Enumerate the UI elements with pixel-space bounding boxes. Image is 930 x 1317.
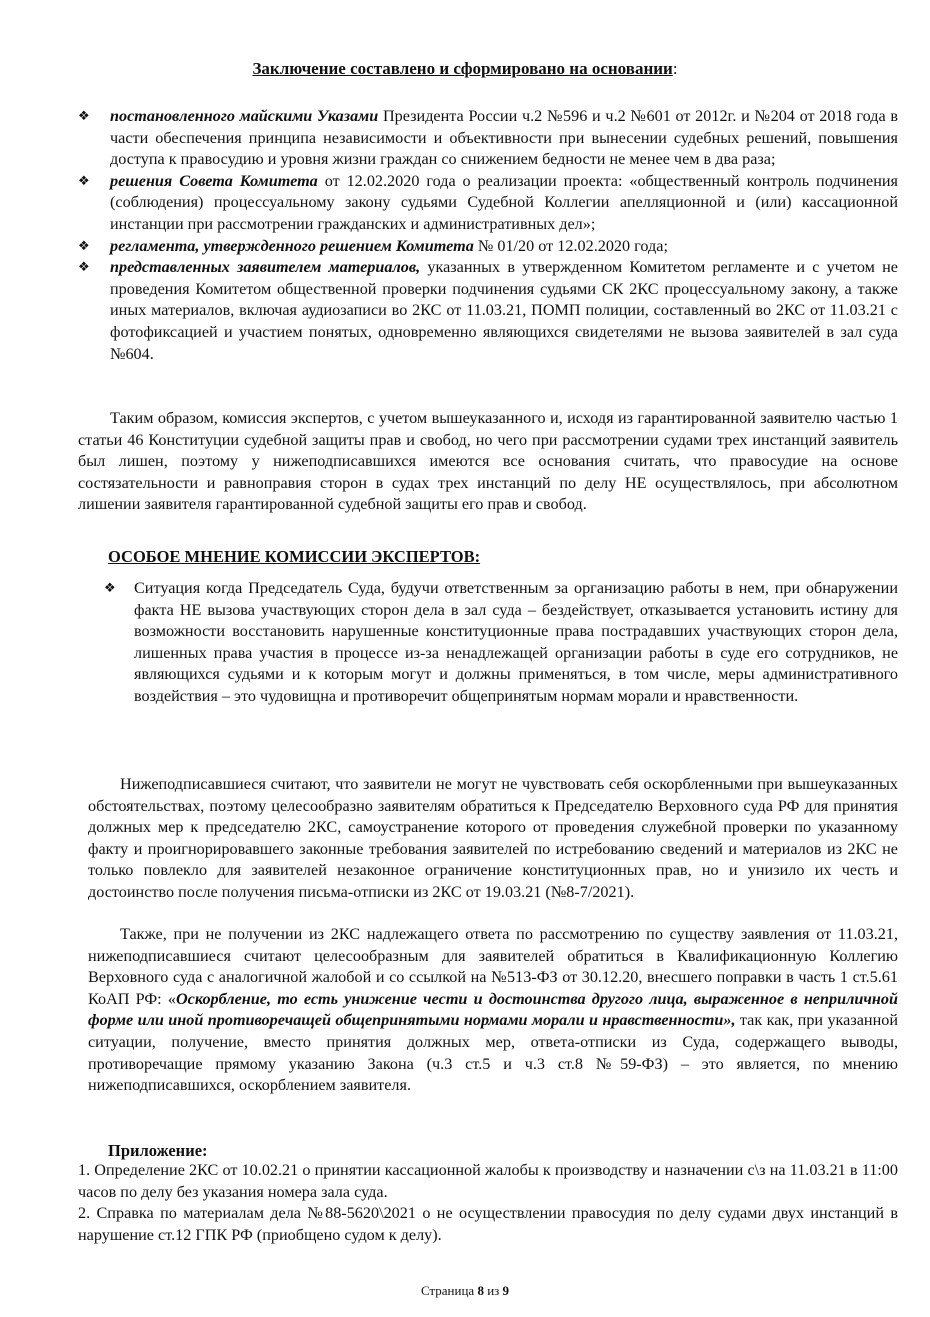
total-pages: 9: [502, 1283, 510, 1298]
qualification-paragraph: [88, 924, 898, 1097]
page-heading: [0, 58, 930, 80]
conclusion-paragraph: Таким образом, комиссия экспертов, с учетом вышеуказанного и, исходя из гарантированной заявителю частью 1 статьи 46 Конституции судебной защиты прав и свобод, но чего при рассмотрении судами трех инстанций заявитель был лишен, поэтому у нижеподписавшихся имеются все основания считать, что правосудие на основе состязательности и равноправия сторон в судах трех инстанций по делу НЕ осуществлялось, при абсолютном лишении заявителя гарантированной судебной защиты его прав и свобод.: [78, 409, 898, 514]
special-opinion-text: Ситуация когда Председатель Суда, будучи ответственным за организацию работы в нем, при обнаружении факта НЕ вызова участвующих сторон дела в зал суда – бездействует, отказывается установить истину для возможности восстановить нарушенные конституционные права пострадавших участвующих сторон дела, лишенных права участия в процессе из-за ненадлежащей организации работы в суде его сотрудников, не являющихся судьями и к которым могут и должны применяться, в том числе, меры административного воздействия – это чудовищна и противоречит общепринятым нормам морали и нравственности.: [134, 579, 898, 705]
basis-item-text: от 12.02.2020 года о реализации проекта: «общественный контроль подчинения (соблюдения) процессуальному закону судьями Судебной Коллегии апелляционной и (или) кассационной инстанции при рассмотрении гражданских и административных дел»;: [110, 171, 898, 233]
appendix-title: Приложение:: [108, 1141, 208, 1160]
heading-suffix: :: [672, 59, 678, 78]
page-of: из: [487, 1283, 500, 1298]
recommendation-paragraph: Нижеподписавшиеся считают, что заявители не могут не чувствовать себя оскорбленными при вышеуказанных обстоятельствах, поэтому целесообразно заявителям обратиться к Председателю Верховного суда РФ для принятия должных мер к председателю 2КС, самоустранение которого от проведения служебной проверки по указанному факту и проигнорировавшего законные требования заявителей по истребованию сведений и материалов из 2КС не только повлекло для заявителей незаконное ограничение конституционных прав, но и унизило их честь и достоинство после получения письма-отписки из 2КС от 19.03.21 (№8-7/2021).: [88, 775, 898, 901]
diamond-bullet-icon: ❖: [78, 238, 90, 254]
basis-item: [78, 171, 898, 236]
basis-item-text: Президента России ч.2 №596 и ч.2 №601 от 2012г. и №204 от 2018 года в части обеспечения принципа независимости и объективности при вынесении судебных решений, повышения доступа к правосудию и уровня жизни граждан со снижением бедности не менее чем в два раза;: [110, 107, 898, 169]
appendix-list: [78, 1160, 898, 1246]
basis-item: [78, 106, 898, 171]
page-number: [0, 1280, 930, 1302]
heading-text: Заключение составлено и сформировано на основании: [252, 59, 673, 78]
special-opinion-item: [104, 578, 898, 708]
diamond-bullet-icon: ❖: [78, 260, 90, 276]
current-page: 8: [477, 1283, 484, 1298]
basis-item-title: постановленного майскими Указами: [110, 107, 379, 125]
basis-item: [78, 236, 898, 258]
basis-item-text: указанных в утвержденном Комитетом регламенте и с учетом не проведения Комитетом общественной проверки подчинения судьями СК 2КС процессуальному закону, а также иных материалов, включая аудиозаписи во 2КС от 11.03.21, ПОМП полиции, составленный во 2КС от 11.03.21 с фотофиксацией и участием понятых, одновременно являющихся свидетелями не вызова заявителей в зал суда №604.: [110, 258, 898, 363]
appendix-item: 2. Справка по материалам дела №88-5620\2021 о не осуществлении правосудия по делу судами двух инстанций в нарушение ст.12 ГПК РФ (приобщено судом к делу).: [78, 1204, 898, 1244]
diamond-bullet-icon: ❖: [78, 173, 90, 189]
law-quote: Оскорбление, то есть унижение чести и достоинства другого лица, выраженное в неприличной форме или иной противоречащей общепринятыми нормами морали и нравственности»,: [88, 989, 898, 1030]
basis-item-title: регламента, утвержденного решением Комитета: [110, 236, 474, 255]
special-opinion: [104, 578, 898, 708]
special-opinion-heading: ОСОБОЕ МНЕНИЕ КОМИССИИ ЭКСПЕРТОВ:: [108, 547, 481, 566]
diamond-bullet-icon: ❖: [78, 109, 90, 124]
basis-item: [78, 257, 898, 365]
basis-item-text: № 01/20 от 12.02.2020 года;: [473, 236, 668, 255]
diamond-bullet-icon: ❖: [104, 581, 116, 596]
basis-item-title: представленных заявителем материалов,: [110, 258, 421, 277]
appendix-item: 1. Определение 2КС от 10.02.21 о принятии кассационной жалобы к производству и назначении с\з на 11.03.21 в 11:00 часов по делу без указания номера зала суда.: [78, 1161, 898, 1201]
qualification-text-before: Также, при не получении из 2КС надлежащего ответа по рассмотрению по существу заявления от 11.03.21, нижеподписавшиеся считают целесообразным для заявителей обратиться в Квалификационную Коллегию Верховного суда с аналогичной жалобой и со ссылкой на №513-ФЗ от 30.12.20, внесшего поправки в часть 1 ст.5.61 КоАП РФ: «: [88, 925, 898, 1008]
qualification-text-after: так как, при указанной ситуации, получение, вместо принятия должных мер, ответа-отписки из Суда, содержащего выводы, противоречащие прямому указанию Закона (ч.3 ст.5 и ч.3 ст.8 №59-ФЗ) – это является, по мнению нижеподписавшихся, оскорблением заявителя.: [88, 1011, 899, 1095]
basis-item-title: решения Совета Комитета: [110, 171, 318, 190]
basis-list: [78, 106, 898, 365]
page-label: Страница: [420, 1283, 475, 1298]
